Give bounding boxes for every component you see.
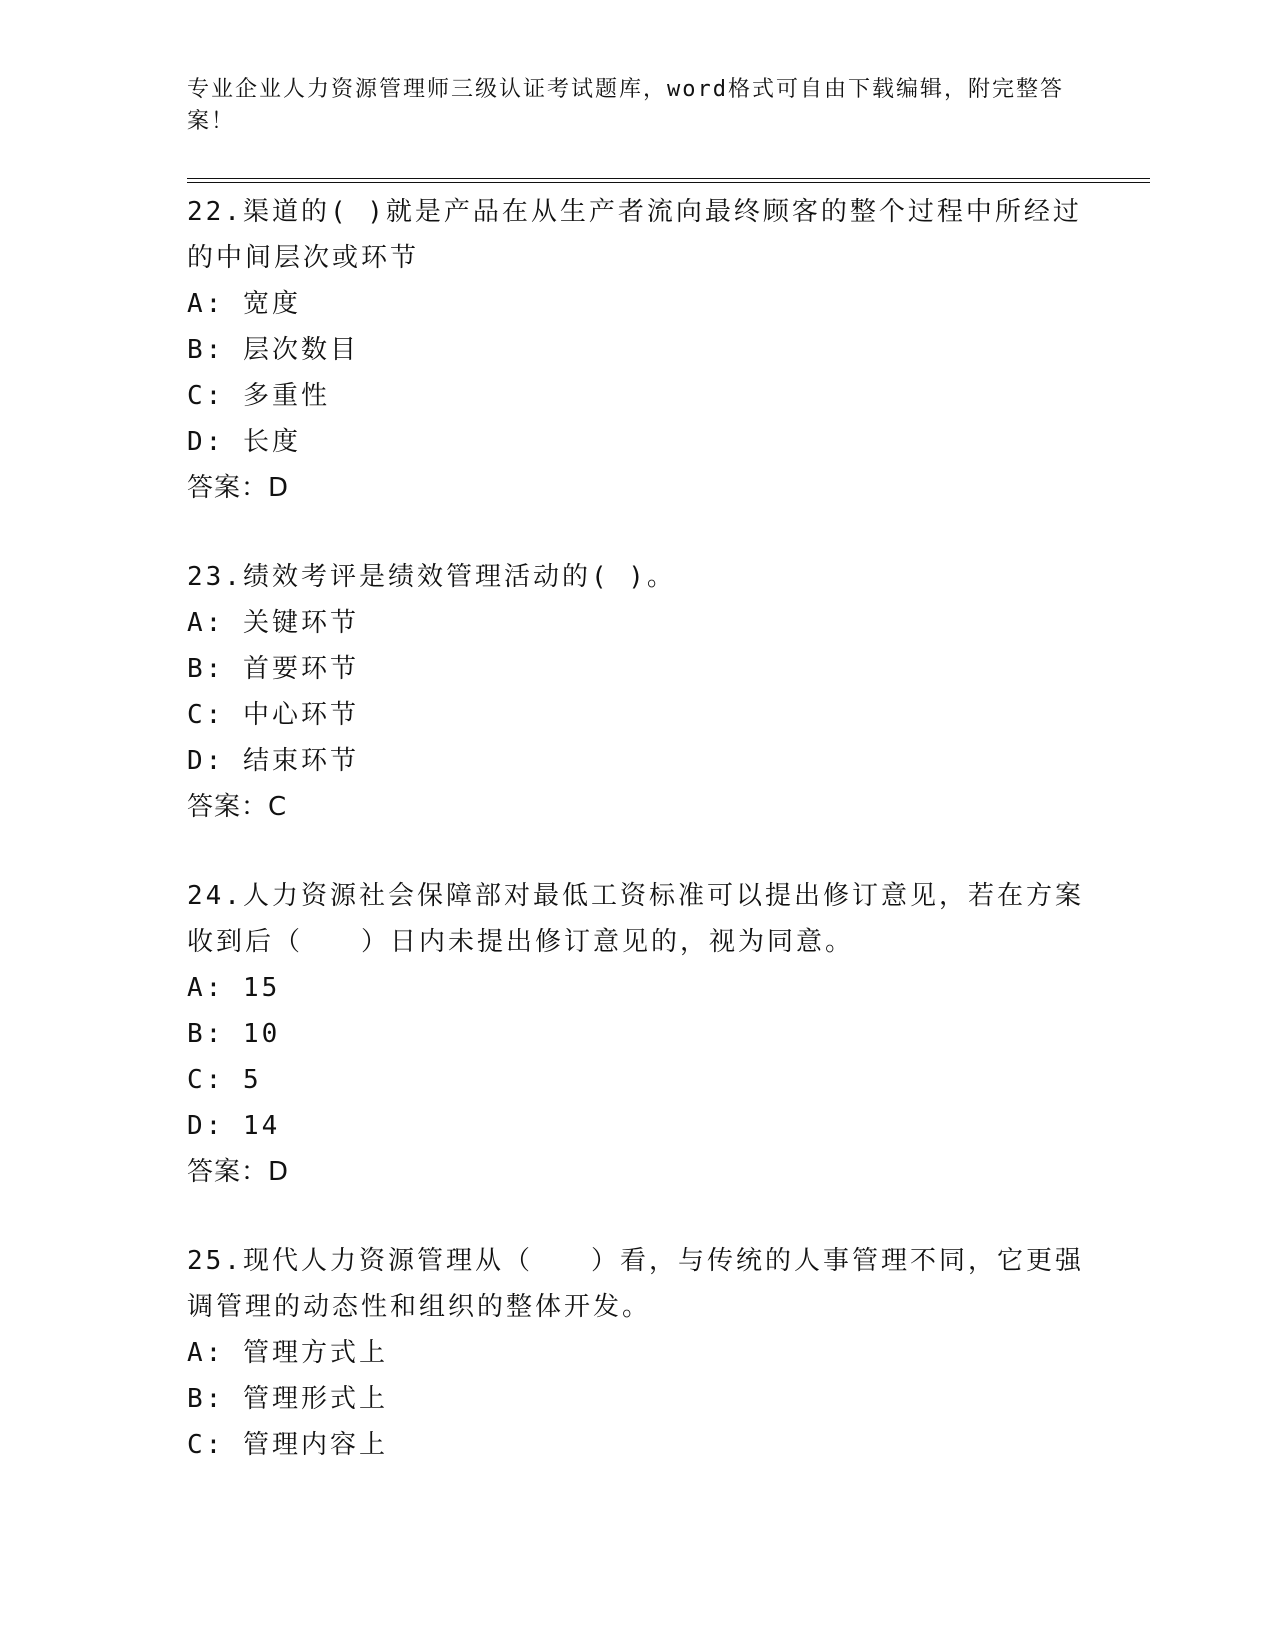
option-c: C: 中心环节: [187, 700, 359, 730]
question-item: [187, 873, 1087, 1195]
question-stem: 23.绩效考评是绩效管理活动的( )。: [187, 562, 676, 592]
option-d: D: 结束环节: [187, 746, 359, 776]
answer-line: 答案：C: [187, 792, 288, 822]
question-stem: 25.现代人力资源管理从（ ）看，与传统的人事管理不同，它更强调管理的动态性和组织的整体开发。: [187, 1246, 1084, 1322]
question-item: [187, 189, 1087, 511]
question-item: [187, 554, 1087, 830]
question-list: [187, 189, 1087, 1511]
header-divider-top: [187, 178, 1150, 179]
answer-line: 答案：D: [187, 473, 290, 503]
option-a: A: 关键环节: [187, 608, 359, 638]
option-a: A: 15: [187, 973, 281, 1003]
option-a: A: 管理方式上: [187, 1338, 388, 1368]
option-c: C: 5: [187, 1065, 262, 1095]
option-c: C: 管理内容上: [187, 1430, 388, 1460]
option-b: B: 10: [187, 1019, 281, 1049]
option-d: D: 14: [187, 1111, 281, 1141]
question-stem: 22.渠道的( )就是产品在从生产者流向最终顾客的整个过程中所经过的中间层次或环节: [187, 197, 1082, 273]
option-c: C: 多重性: [187, 381, 330, 411]
header-divider-bottom: [187, 182, 1150, 183]
option-b: B: 管理形式上: [187, 1384, 388, 1414]
question-stem: 24.人力资源社会保障部对最低工资标准可以提出修订意见，若在方案收到后（ ）日内未提出修订意见的，视为同意。: [187, 881, 1084, 957]
option-d: D: 长度: [187, 427, 301, 457]
document-header: 专业企业人力资源管理师三级认证考试题库，word格式可自由下载编辑，附完整答案！: [187, 77, 1064, 134]
option-b: B: 首要环节: [187, 654, 359, 684]
option-b: B: 层次数目: [187, 335, 359, 365]
option-a: A: 宽度: [187, 289, 301, 319]
answer-line: 答案：D: [187, 1157, 290, 1187]
question-item: [187, 1238, 1087, 1468]
